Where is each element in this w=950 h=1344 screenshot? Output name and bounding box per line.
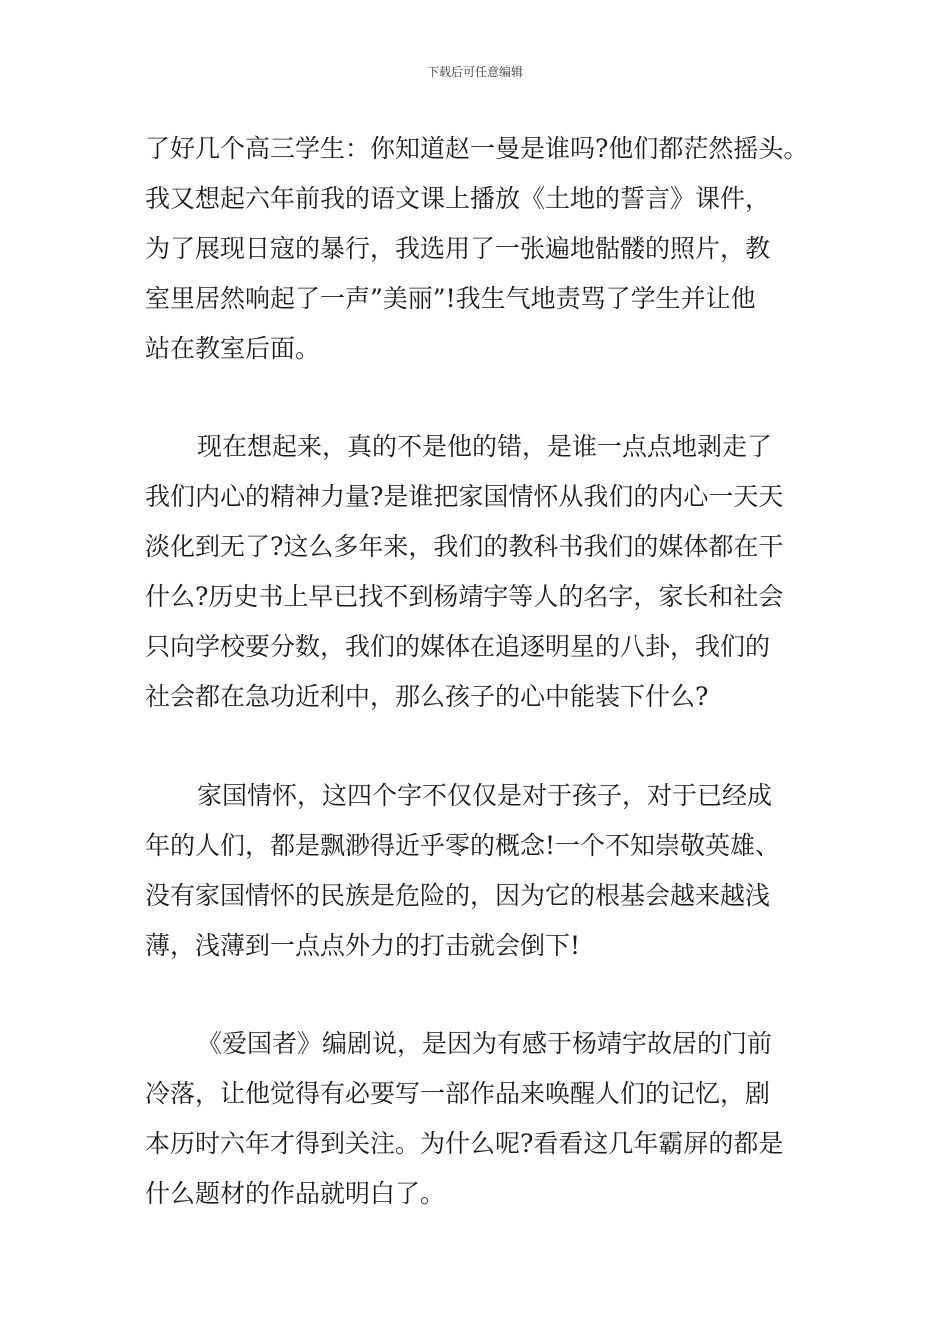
paragraph-line: 室里居然响起了一声”美丽”!我生气地责骂了学生并让他 bbox=[145, 284, 756, 313]
paragraph-line: 薄，浅薄到一点点外力的打击就会倒下! bbox=[145, 931, 581, 960]
paragraph-line: 年的人们，都是飘渺得近乎零的概念!一个不知崇敬英雄、 bbox=[145, 831, 781, 860]
paragraph-line: 只向学校要分数，我们的媒体在追逐明星的八卦，我们的 bbox=[145, 632, 771, 661]
paragraph-line: 冷落，让他觉得有必要写一部作品来唤醒人们的记忆，剧 bbox=[145, 1079, 771, 1108]
paragraph-line: 我们内心的精神力量?是谁把家国情怀从我们的内心一天天 bbox=[145, 482, 784, 511]
paragraph-line: 什么题材的作品就明白了。 bbox=[145, 1179, 446, 1208]
paragraph-2 bbox=[145, 422, 815, 722]
page-header: 下载后可任意编辑 bbox=[426, 65, 523, 79]
paragraph-line: 站在教室后面。 bbox=[145, 334, 321, 363]
paragraph-line: 本历时六年才得到关注。为什么呢?看看这几年霸屏的都是 bbox=[145, 1129, 784, 1158]
paragraph-line: 了好几个高三学生：你知道赵一曼是谁吗?他们都茫然摇头。 bbox=[145, 134, 809, 163]
paragraph-line: 淡化到无了?这么多年来，我们的教科书我们的媒体都在干 bbox=[145, 532, 784, 561]
paragraph-line: 家国情怀，这四个字不仅仅是对于孩子，对于已经成 bbox=[197, 781, 773, 810]
paragraph-line: 《爱国者》编剧说，是因为有感于杨靖宇故居的门前 bbox=[197, 1029, 773, 1058]
paragraph-4 bbox=[145, 1019, 815, 1219]
paragraph-line: 我又想起六年前我的语文课上播放《土地的誓言》课件， bbox=[145, 184, 771, 213]
paragraph-line: 没有家国情怀的民族是危险的，因为它的根基会越来越浅 bbox=[145, 881, 771, 910]
paragraph-line: 社会都在急功近利中，那么孩子的心中能装下什么? bbox=[145, 682, 709, 711]
paragraph-line: 为了展现日寇的暴行，我选用了一张遍地骷髅的照片，教 bbox=[145, 234, 771, 263]
paragraph-3 bbox=[145, 771, 815, 971]
paragraph-line: 什么?历史书上早已找不到杨靖宇等人的名字，家长和社会 bbox=[145, 582, 784, 611]
paragraph-1 bbox=[145, 124, 815, 374]
paragraph-line: 现在想起来，真的不是他的错，是谁一点点地剥走了 bbox=[197, 432, 773, 461]
